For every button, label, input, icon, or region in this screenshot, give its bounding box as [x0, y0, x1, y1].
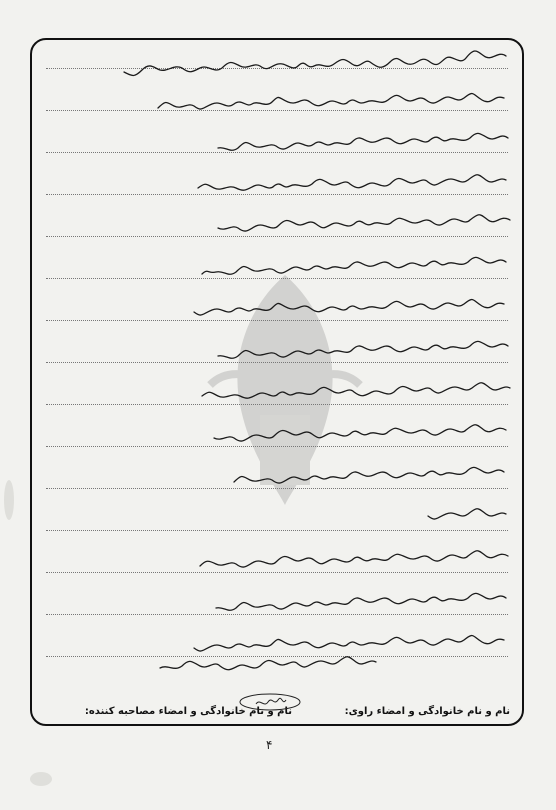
handwriting-line: [202, 383, 510, 398]
handwriting-line: [214, 425, 506, 441]
handwriting-line: [216, 593, 506, 610]
narrator-signature-label: نام و نام خانوادگی و امضاء راوی:: [344, 706, 510, 717]
handwriting-line: [428, 509, 506, 519]
handwriting-line: [194, 300, 504, 316]
handwriting-line: [218, 215, 510, 231]
handwriting-line: [198, 175, 506, 190]
handwriting-line: [218, 133, 508, 150]
handwriting-line: [218, 341, 508, 358]
handwriting-line: [124, 51, 506, 76]
interviewer-signature-label: نام و نام خانوادگی و امضاء مصاحبه کننده:: [84, 706, 292, 717]
handwriting-line: [160, 657, 376, 670]
handwritten-body: [36, 40, 520, 680]
handwriting-line: [158, 94, 504, 110]
interviewer-signature: [236, 690, 306, 714]
handwriting-line: [194, 636, 504, 652]
scan-smudge: [30, 772, 52, 786]
handwriting-line: [200, 551, 508, 567]
page-number: ۴: [266, 738, 273, 752]
scan-smudge: [4, 480, 14, 520]
handwriting-line: [202, 257, 506, 274]
handwriting-line: [234, 467, 504, 483]
